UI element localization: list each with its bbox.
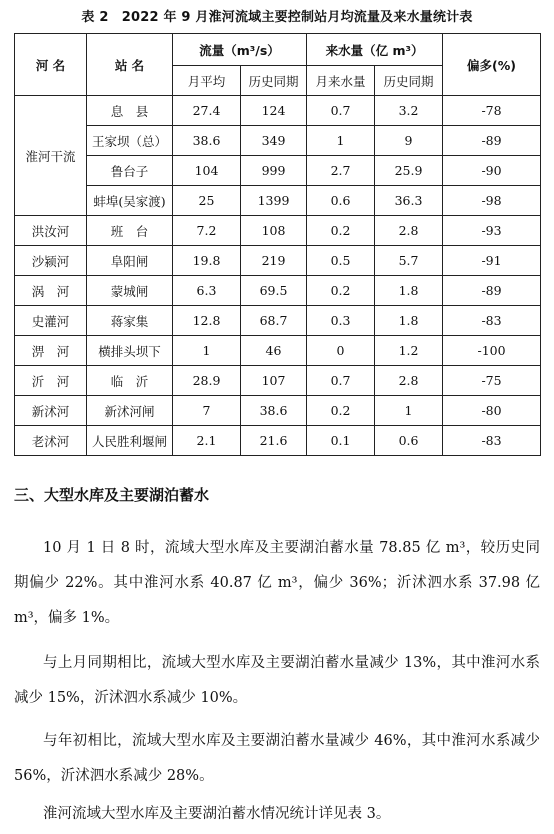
deviation-cell: -80	[443, 396, 541, 426]
header-monthly-avg: 月平均	[173, 66, 241, 96]
river-cell: 老沭河	[15, 426, 87, 456]
flow-cell: 25	[173, 186, 241, 216]
volume-cell: 1	[307, 126, 375, 156]
station-cell: 王家坝（总）	[87, 126, 173, 156]
hist-volume-cell: 3.2	[375, 96, 443, 126]
deviation-cell: -89	[443, 126, 541, 156]
river-cell: 沙颍河	[15, 246, 87, 276]
volume-cell: 0.2	[307, 276, 375, 306]
hist-flow-cell: 999	[241, 156, 307, 186]
table-row	[15, 96, 541, 126]
volume-cell: 0.2	[307, 216, 375, 246]
table-row	[15, 186, 541, 216]
table-row	[15, 426, 541, 456]
river-cell: 涡 河	[15, 276, 87, 306]
river-cell: 淠 河	[15, 336, 87, 366]
hist-flow-cell: 349	[241, 126, 307, 156]
volume-cell: 0.1	[307, 426, 375, 456]
header-deviation: 偏多(%)	[443, 34, 541, 96]
table-row	[15, 336, 541, 366]
hist-flow-cell: 69.5	[241, 276, 307, 306]
hist-volume-cell: 2.8	[375, 366, 443, 396]
yearly-comparison-paragraph: 与年初相比，流域大型水库及主要湖泊蓄水量减少 46%，其中淮河水系减少 56%，沂沭泗水系减少 28%。	[14, 733, 540, 784]
hist-flow-cell: 108	[241, 216, 307, 246]
volume-cell: 2.7	[307, 156, 375, 186]
deviation-cell: -75	[443, 366, 541, 396]
river-cell: 沂 河	[15, 366, 87, 396]
hist-volume-cell: 1.8	[375, 276, 443, 306]
hist-volume-cell: 1.8	[375, 306, 443, 336]
deviation-cell: -100	[443, 336, 541, 366]
station-cell: 蒋家集	[87, 306, 173, 336]
header-river: 河 名	[15, 34, 87, 96]
reference-paragraph: 淮河流域大型水库及主要湖泊蓄水情况统计详见表 3。	[43, 806, 391, 822]
volume-cell: 0	[307, 336, 375, 366]
table-row	[15, 126, 541, 156]
hist-flow-cell: 21.6	[241, 426, 307, 456]
deviation-cell: -78	[443, 96, 541, 126]
hist-flow-cell: 38.6	[241, 396, 307, 426]
river-cell: 史灌河	[15, 306, 87, 336]
hist-volume-cell: 9	[375, 126, 443, 156]
hist-flow-cell: 46	[241, 336, 307, 366]
volume-cell: 0.3	[307, 306, 375, 336]
station-cell: 横排头坝下	[87, 336, 173, 366]
flow-cell: 19.8	[173, 246, 241, 276]
flow-cell: 28.9	[173, 366, 241, 396]
hist-volume-cell: 0.6	[375, 426, 443, 456]
deviation-cell: -90	[443, 156, 541, 186]
hist-volume-cell: 1	[375, 396, 443, 426]
header-station: 站 名	[87, 34, 173, 96]
volume-cell: 0.7	[307, 366, 375, 396]
hist-volume-cell: 5.7	[375, 246, 443, 276]
table-row	[15, 156, 541, 186]
hist-flow-cell: 124	[241, 96, 307, 126]
station-cell: 临 沂	[87, 366, 173, 396]
table-row	[15, 306, 541, 336]
hist-flow-cell: 68.7	[241, 306, 307, 336]
monthly-comparison-paragraph: 与上月同期相比，流域大型水库及主要湖泊蓄水量减少 13%，其中淮河水系减少 15%，沂沭泗水系减少 10%。	[14, 655, 540, 706]
station-cell: 新沭河闸	[87, 396, 173, 426]
volume-cell: 0.7	[307, 96, 375, 126]
deviation-cell: -93	[443, 216, 541, 246]
table-row	[15, 246, 541, 276]
hist-flow-cell: 1399	[241, 186, 307, 216]
header-volume: 来水量（亿 m³）	[307, 34, 443, 66]
flow-statistics-table	[14, 33, 541, 456]
hist-volume-cell: 1.2	[375, 336, 443, 366]
flow-cell: 27.4	[173, 96, 241, 126]
flow-cell: 2.1	[173, 426, 241, 456]
flow-cell: 12.8	[173, 306, 241, 336]
flow-cell: 6.3	[173, 276, 241, 306]
section-heading: 三、大型水库及主要湖泊蓄水	[14, 486, 210, 504]
flow-cell: 1	[173, 336, 241, 366]
hist-flow-cell: 219	[241, 246, 307, 276]
flow-cell: 104	[173, 156, 241, 186]
flow-cell: 7	[173, 396, 241, 426]
deviation-cell: -83	[443, 426, 541, 456]
station-cell: 蒙城闸	[87, 276, 173, 306]
header-monthly-volume: 月来水量	[307, 66, 375, 96]
river-cell: 洪汝河	[15, 216, 87, 246]
deviation-cell: -83	[443, 306, 541, 336]
header-flow: 流量（m³/s）	[173, 34, 307, 66]
table-row	[15, 276, 541, 306]
table-row	[15, 216, 541, 246]
flow-cell: 7.2	[173, 216, 241, 246]
station-cell: 蚌埠(吴家渡)	[87, 186, 173, 216]
station-cell: 人民胜利堰闸	[87, 426, 173, 456]
deviation-cell: -98	[443, 186, 541, 216]
river-cell-mainstream: 淮河干流	[15, 96, 87, 216]
river-cell: 新沭河	[15, 396, 87, 426]
table-row	[15, 396, 541, 426]
volume-cell: 0.2	[307, 396, 375, 426]
storage-paragraph: 10 月 1 日 8 时，流域大型水库及主要湖泊蓄水量 78.85 亿 m³，较历史同期偏少 22%。其中淮河水系 40.87 亿 m³，偏少 36%；沂沭泗水系 37.98 亿 m³，偏多 1%。	[14, 540, 540, 626]
hist-volume-cell: 36.3	[375, 186, 443, 216]
flow-cell: 38.6	[173, 126, 241, 156]
table-caption: 表 2 2022 年 9 月淮河流域主要控制站月均流量及来水量统计表	[81, 10, 473, 25]
hist-volume-cell: 25.9	[375, 156, 443, 186]
station-cell: 息 县	[87, 96, 173, 126]
station-cell: 班 台	[87, 216, 173, 246]
header-hist-volume: 历史同期	[375, 66, 443, 96]
volume-cell: 0.6	[307, 186, 375, 216]
hist-volume-cell: 2.8	[375, 216, 443, 246]
station-cell: 阜阳闸	[87, 246, 173, 276]
deviation-cell: -91	[443, 246, 541, 276]
header-hist-flow: 历史同期	[241, 66, 307, 96]
station-cell: 鲁台子	[87, 156, 173, 186]
table-row	[15, 366, 541, 396]
volume-cell: 0.5	[307, 246, 375, 276]
deviation-cell: -89	[443, 276, 541, 306]
hist-flow-cell: 107	[241, 366, 307, 396]
